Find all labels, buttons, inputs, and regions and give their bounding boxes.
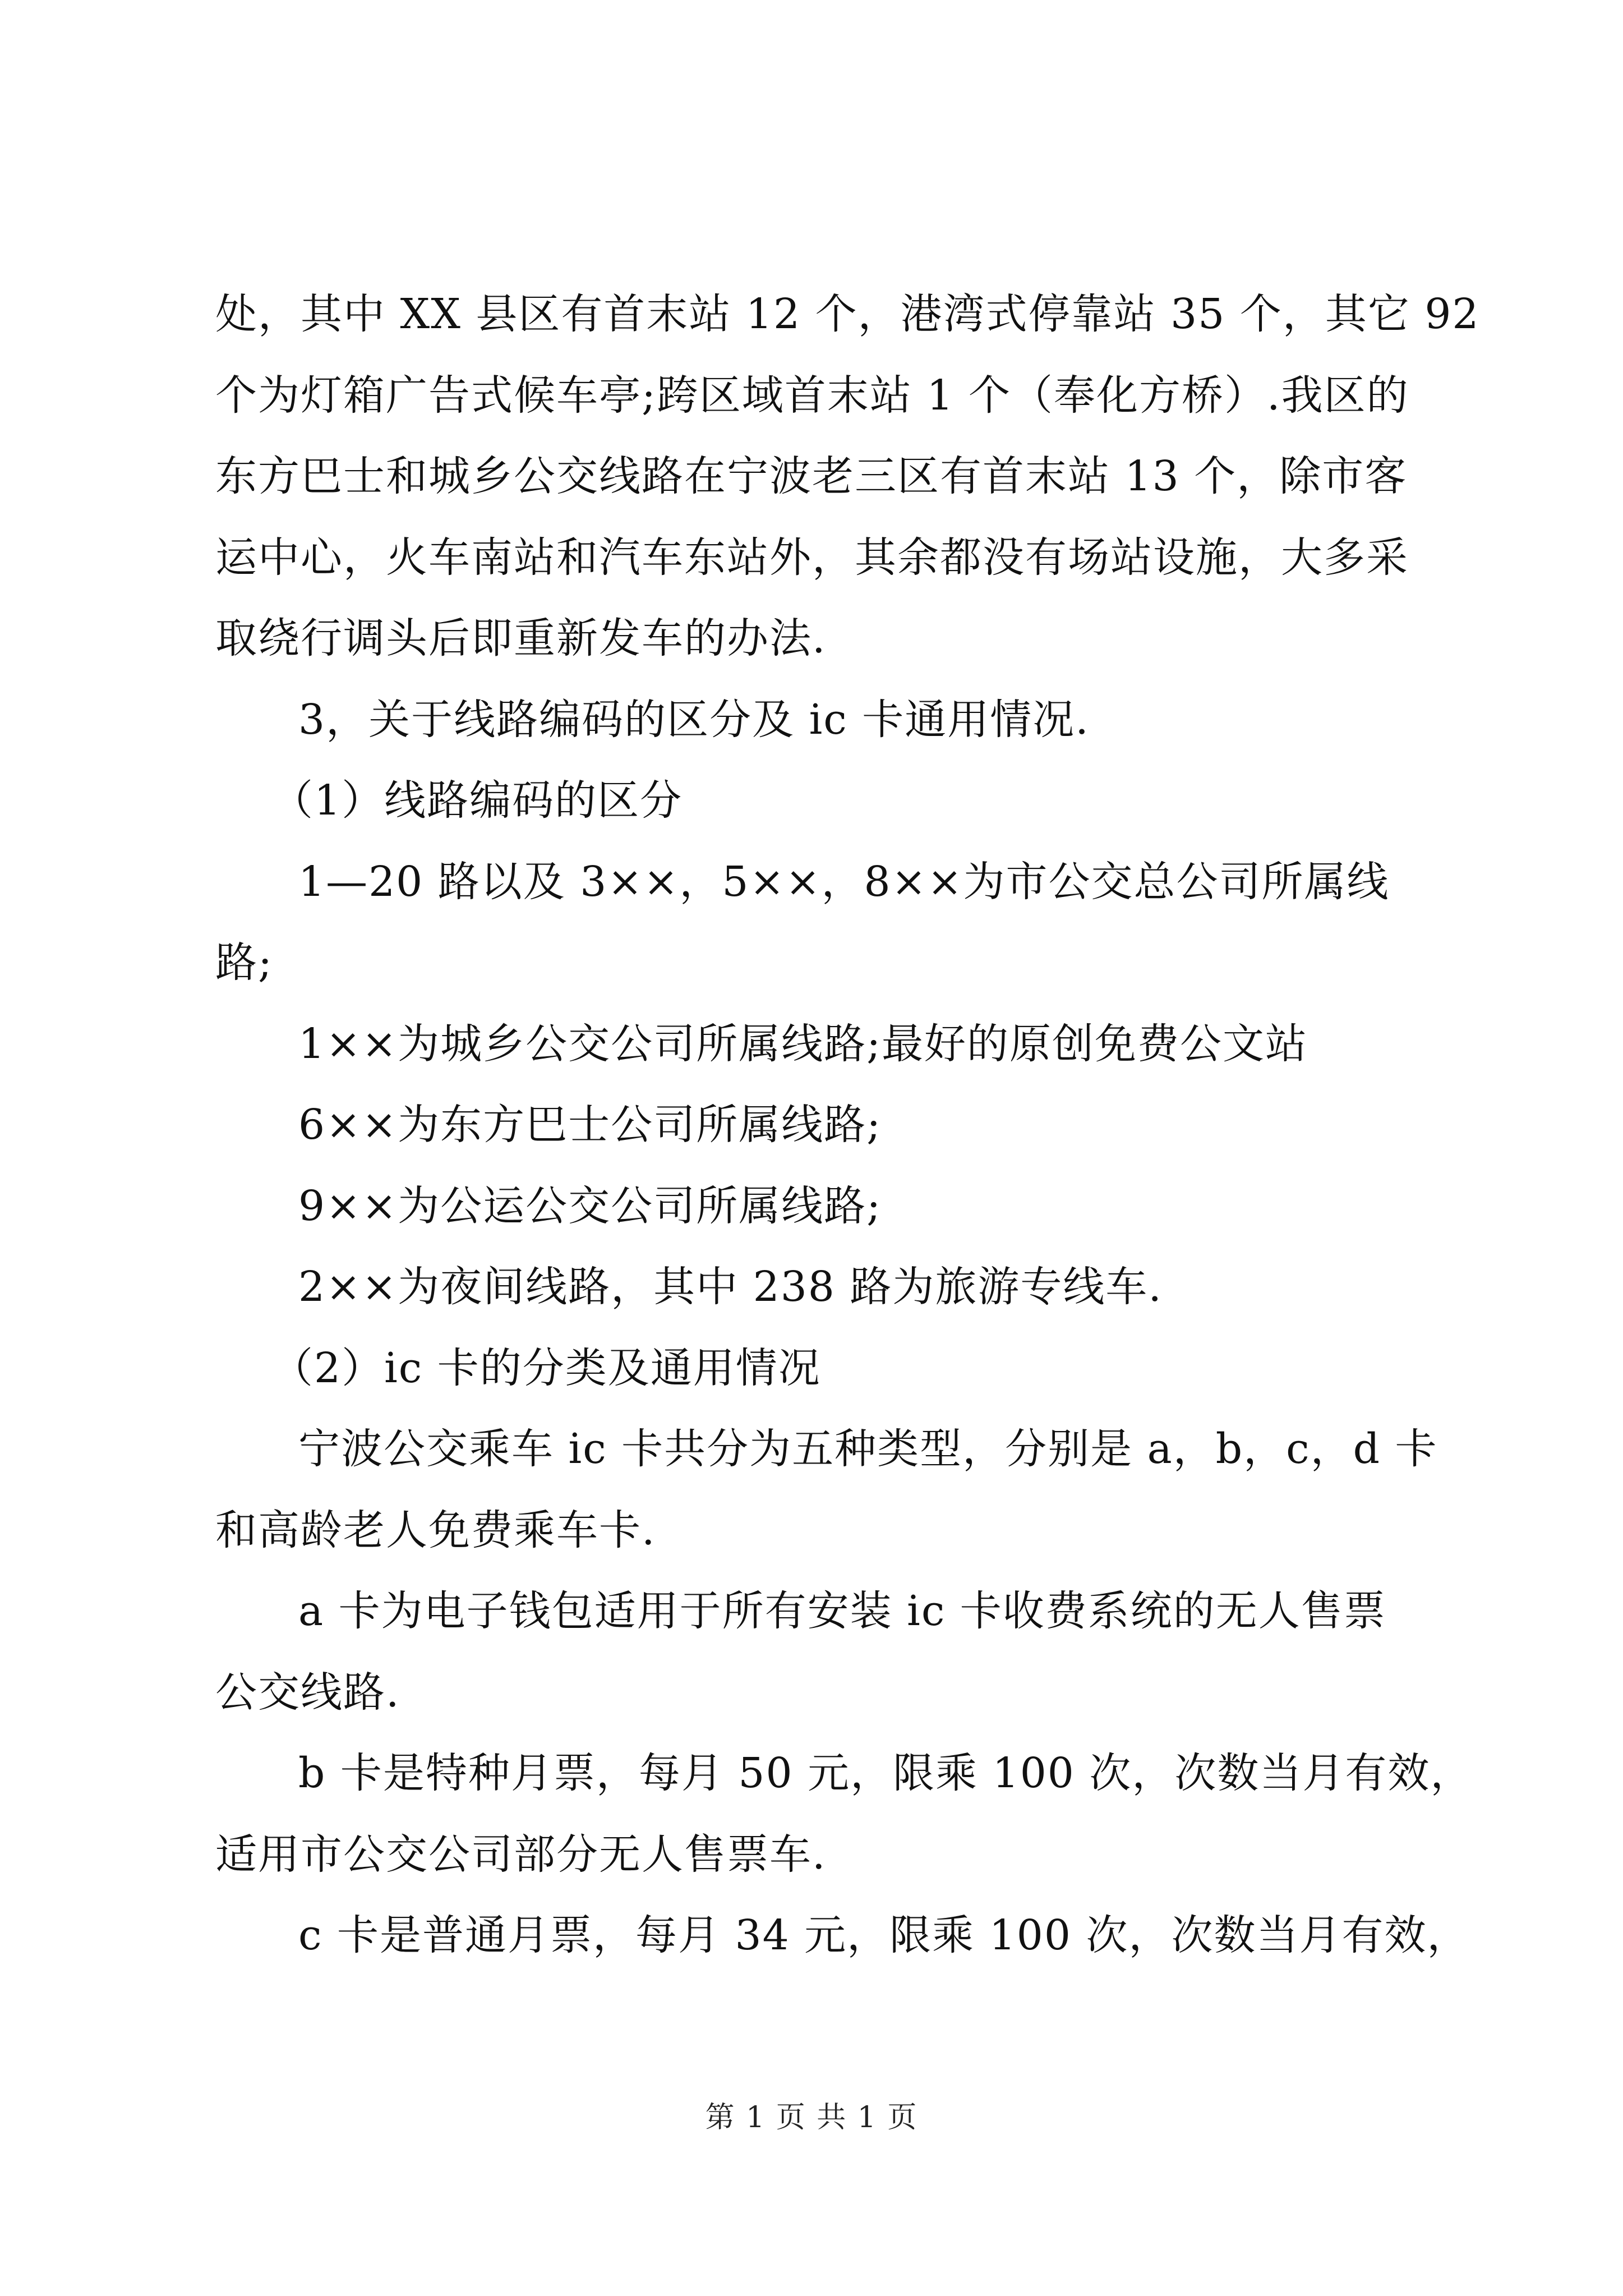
- text-line: 适用市公交公司部分无人售票车.: [215, 1830, 827, 1879]
- text-line: 1—20 路以及 3××，5××，8××为市公交总公司所属线: [298, 857, 1390, 906]
- text-line: 6××为东方巴士公司所属线路;: [298, 1101, 882, 1149]
- body-text: [215, 274, 1480, 1976]
- text-line: 运中心，火车南站和汽车东站外，其余都没有场站设施，大多采: [215, 533, 1409, 582]
- text-line: c 卡是普通月票，每月 34 元，限乘 100 次，次数当月有效，: [298, 1911, 1470, 1959]
- page-footer: 第 1 页 共 1 页: [705, 2101, 918, 2134]
- text-line: 9××为公运公交公司所属线路;: [298, 1181, 882, 1230]
- text-line: 东方巴士和城乡公交线路在宁波老三区有首末站 13 个，除市客: [215, 452, 1408, 500]
- subsection-heading: （1）线路编码的区分: [271, 776, 683, 825]
- text-line: 取绕行调头后即重新发车的办法.: [215, 614, 827, 662]
- text-line: 2××为夜间线路，其中 238 路为旅游专线车.: [298, 1263, 1163, 1311]
- text-line: 个为灯箱广告式候车亭;跨区域首末站 1 个（奉化方桥）.我区的: [215, 371, 1409, 420]
- text-line: a 卡为电子钱包适用于所有安装 ic 卡收费系统的无人售票: [298, 1587, 1386, 1635]
- text-line: 处，其中 XX 县区有首末站 12 个，港湾式停靠站 35 个，其它 92: [215, 290, 1480, 338]
- section-heading: 3，关于线路编码的区分及 ic 卡通用情况.: [298, 695, 1090, 744]
- text-line: 1××为城乡公交公司所属线路;最好的原创免费公文站: [298, 1019, 1308, 1068]
- text-line: 宁波公交乘车 ic 卡共分为五种类型，分别是 a，b，c，d 卡: [298, 1425, 1438, 1473]
- text-line: 和高龄老人免费乘车卡.: [215, 1506, 656, 1554]
- subsection-heading: （2）ic 卡的分类及通用情况: [271, 1343, 821, 1392]
- text-line: 路;: [215, 938, 273, 987]
- text-line: b 卡是特种月票，每月 50 元，限乘 100 次，次数当月有效，: [298, 1749, 1473, 1797]
- text-line: 公交线路.: [215, 1668, 400, 1717]
